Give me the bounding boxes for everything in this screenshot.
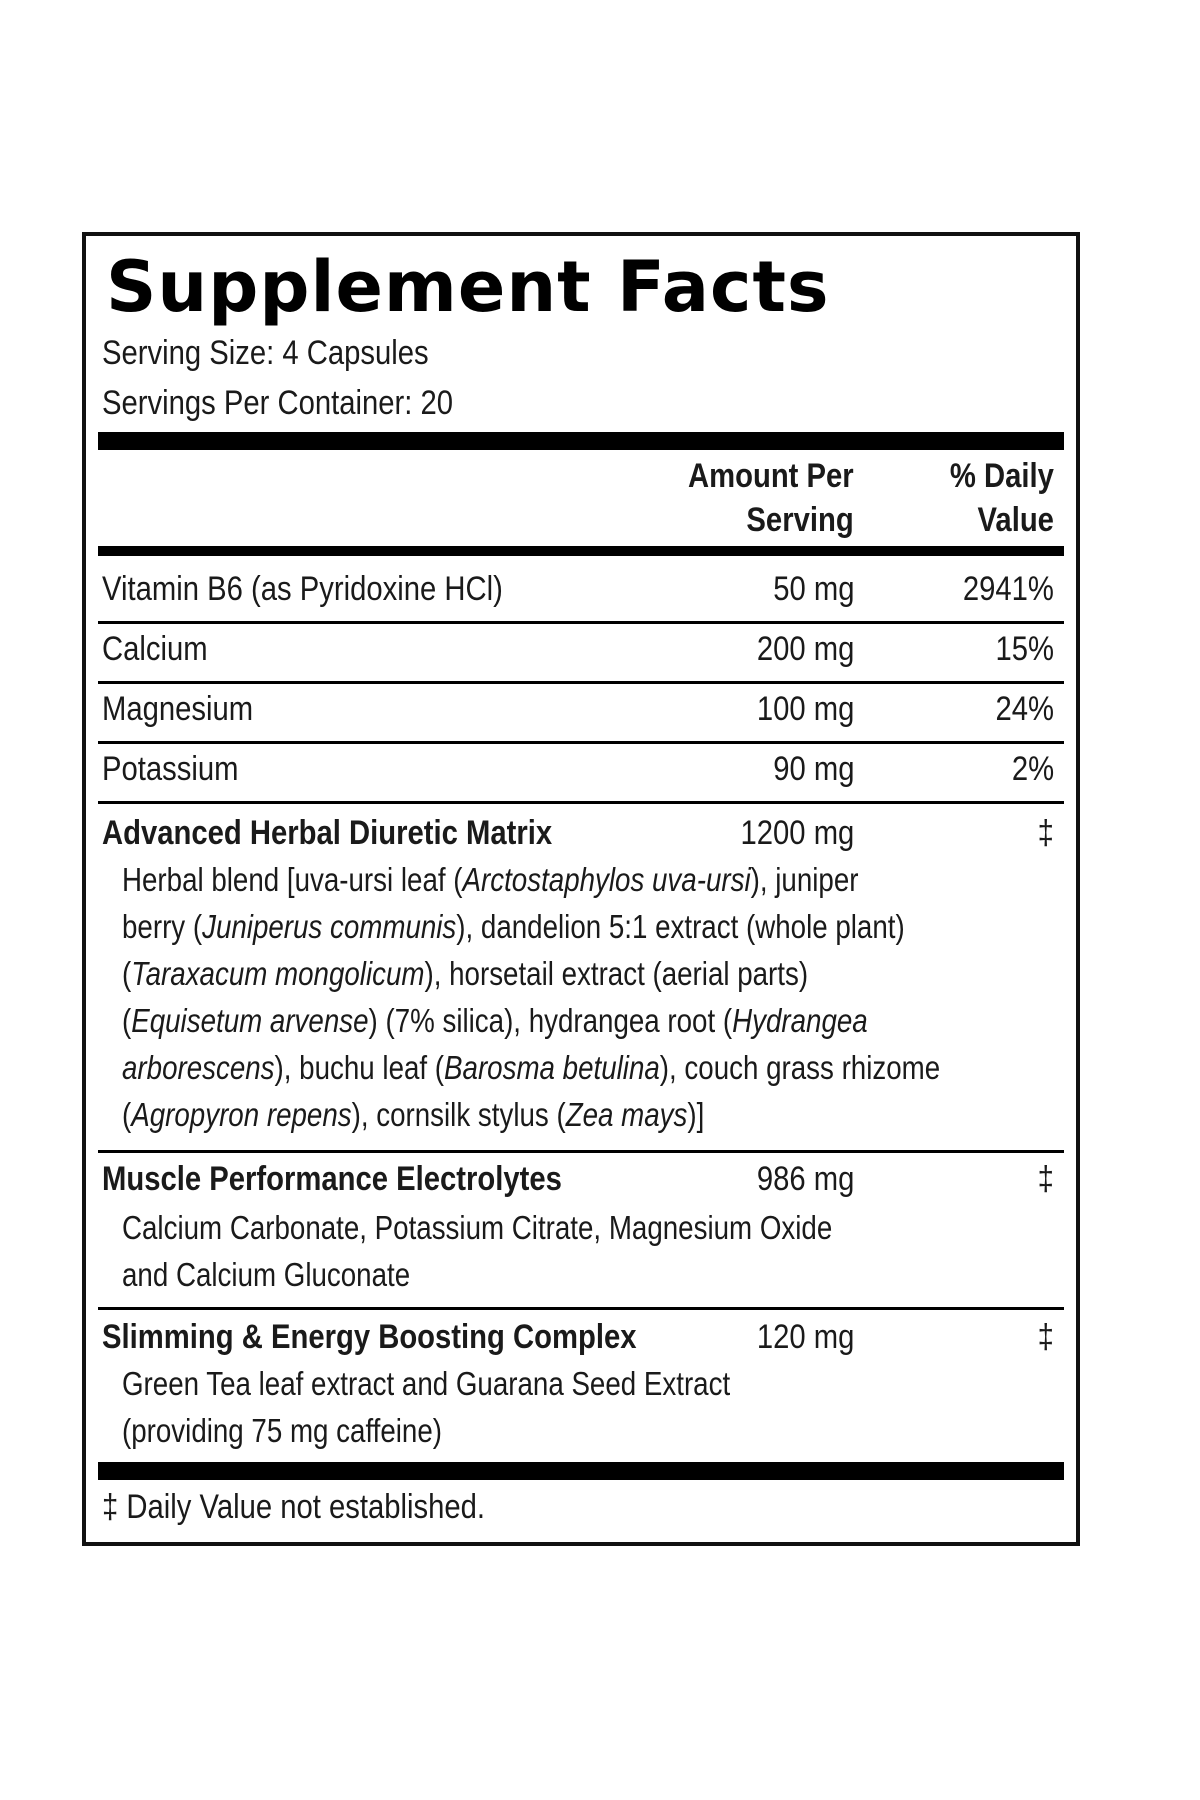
description-line: Herbal blend [uva-ursi leaf (Arctostaphylos uva-ursi), juniper (122, 861, 859, 898)
servings-per-container: Servings Per Container: 20 (102, 384, 454, 422)
description-line: berry (Juniperus communis), dandelion 5:1 extract (whole plant) (122, 908, 905, 945)
thick-rule (98, 432, 1064, 450)
nutrient-amount: 90 mg (772, 750, 854, 788)
nutrient-name: Calcium (102, 630, 208, 668)
blend-name: Slimming & Energy Boosting Complex (102, 1318, 637, 1356)
blend-amount: 120 mg (756, 1318, 854, 1356)
blend-description-electrolytes (122, 1204, 832, 1298)
nutrient-daily-value: 24% (995, 690, 1054, 728)
column-header-amount (688, 454, 854, 542)
blend-amount: 986 mg (756, 1160, 854, 1198)
blend-amount: 1200 mg (740, 814, 854, 852)
column-header-daily-value (950, 454, 1054, 542)
blend-name: Muscle Performance Electrolytes (102, 1160, 562, 1198)
blend-daily-value: ‡ (1037, 1318, 1054, 1356)
row-divider (98, 1150, 1064, 1153)
description-line: (Agropyron repens), cornsilk stylus (Zea mays)] (122, 1096, 705, 1133)
nutrient-amount: 200 mg (756, 630, 854, 668)
row-divider (98, 681, 1064, 684)
medium-rule (98, 546, 1064, 556)
nutrient-amount: 100 mg (756, 690, 854, 728)
description-line: and Calcium Gluconate (122, 1256, 411, 1293)
row-divider (98, 1307, 1064, 1310)
description-line: (providing 75 mg caffeine) (122, 1412, 442, 1449)
blend-name: Advanced Herbal Diuretic Matrix (102, 814, 553, 852)
blend-description-herbal (122, 856, 940, 1138)
description-line: Calcium Carbonate, Potassium Citrate, Magnesium Oxide (122, 1209, 833, 1246)
blend-daily-value: ‡ (1037, 814, 1054, 852)
blend-description-slimming (122, 1360, 730, 1454)
nutrient-daily-value: 2% (1011, 750, 1054, 788)
column-header-amount-line2: Serving (746, 501, 854, 539)
thick-rule (98, 1462, 1064, 1480)
row-divider (98, 801, 1064, 804)
blend-daily-value: ‡ (1037, 1160, 1054, 1198)
panel-title: Supplement Facts (106, 246, 830, 328)
row-divider (98, 621, 1064, 624)
description-line: (Equisetum arvense) (7% silica), hydrangea root (Hydrangea (122, 1002, 868, 1039)
supplement-facts-panel (82, 232, 1080, 1546)
description-line: Green Tea leaf extract and Guarana Seed Extract (122, 1365, 731, 1402)
column-header-amount-line1: Amount Per (688, 457, 854, 495)
nutrient-name: Potassium (102, 750, 239, 788)
serving-size: Serving Size: 4 Capsules (102, 334, 429, 372)
column-header-dv-line1: % Daily (949, 457, 1054, 495)
column-header-dv-line2: Value (977, 501, 1054, 539)
nutrient-name: Vitamin B6 (as Pyridoxine HCl) (102, 570, 503, 608)
nutrient-amount: 50 mg (772, 570, 854, 608)
nutrient-name: Magnesium (102, 690, 254, 728)
description-line: arborescens), buchu leaf (Barosma betulina), couch grass rhizome (122, 1049, 941, 1086)
row-divider (98, 741, 1064, 744)
footnote: ‡ Daily Value not established. (102, 1488, 486, 1526)
description-line: (Taraxacum mongolicum), horsetail extract (aerial parts) (122, 955, 809, 992)
nutrient-daily-value: 2941% (962, 570, 1054, 608)
nutrient-daily-value: 15% (995, 630, 1054, 668)
